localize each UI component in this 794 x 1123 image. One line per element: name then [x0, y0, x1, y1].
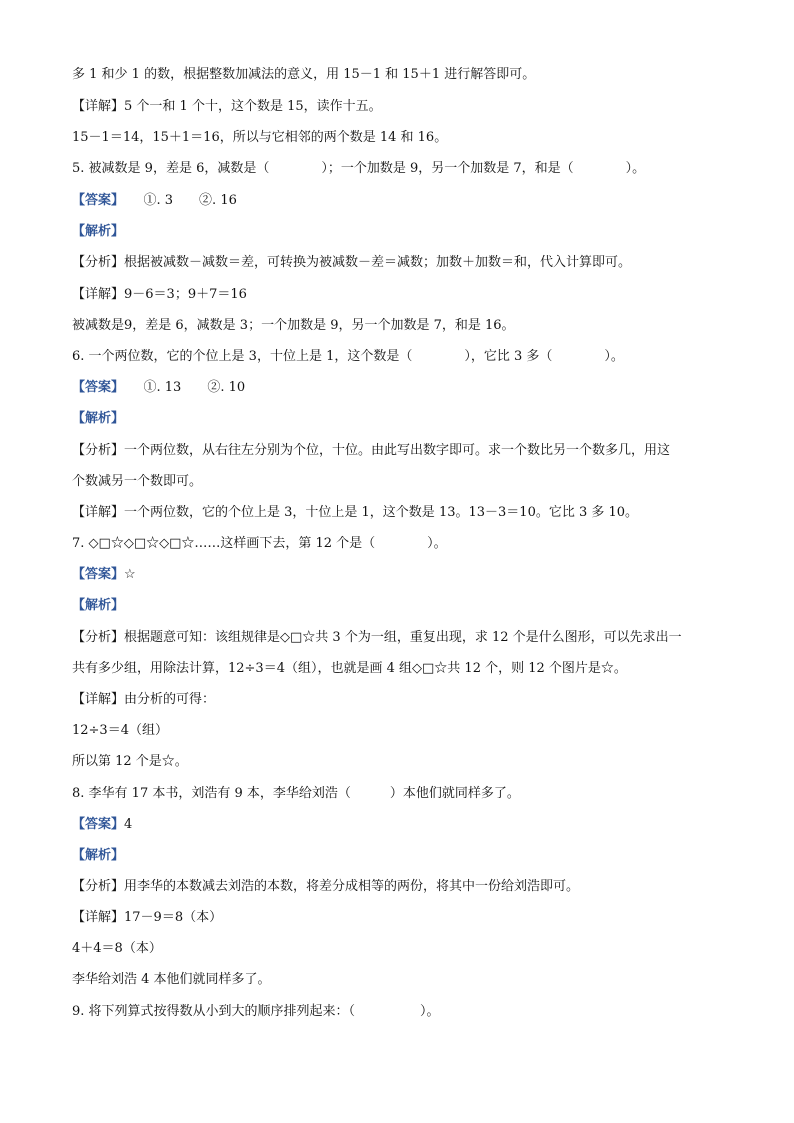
section-tag: 【解析】: [72, 411, 125, 426]
line-text: ①. 3 ②. 16: [117, 193, 237, 208]
line-text: 7. ◇□☆◇□☆◇□☆……这样画下去，第 12 个是（ ）。: [72, 536, 447, 551]
text-line: [72, 504, 734, 522]
text-line: [72, 254, 734, 272]
line-text: 4＋4＝8（本）: [72, 941, 162, 956]
text-line: [72, 971, 734, 989]
text-line: [72, 473, 734, 491]
line-text: 12÷3＝4（组）: [72, 723, 168, 738]
line-text: 李华给刘浩 4 本他们就同样多了。: [72, 972, 271, 987]
line-text: 【分析】根据题意可知：该组规律是◇□☆共 3 个为一组，重复出现，求 12 个是什么图形，可以先求出一: [72, 630, 682, 645]
line-text: 【分析】根据被减数－减数＝差，可转换为被减数－差＝减数；加数＋加数＝和，代入计算即可。: [72, 255, 632, 270]
section-tag: 【答案】: [72, 380, 118, 395]
section-tag: 【解析】: [72, 598, 125, 613]
text-line: [72, 722, 734, 740]
text-line: [72, 1003, 734, 1021]
line-text: 共有多少组，用除法计算，12÷3＝4（组），也就是画 4 组◇□☆共 12 个，则 12 个图片是☆。: [72, 661, 627, 676]
text-line: [72, 878, 734, 896]
line-text: ☆: [124, 567, 136, 582]
section-tag: 【解析】: [72, 224, 125, 239]
text-line: [72, 348, 734, 366]
line-text: 4: [124, 817, 133, 832]
text-line: [72, 940, 734, 958]
line-text: ①. 13 ②. 10: [117, 380, 246, 395]
text-line: [72, 660, 734, 678]
text-line: [72, 66, 734, 84]
line-text: 【详解】由分析的可得：: [72, 692, 216, 707]
line-text: 多 1 和少 1 的数，根据整数加减法的意义，用 15－1 和 15＋1 进行解答即可。: [72, 67, 536, 82]
section-tag: 【答案】: [72, 567, 125, 582]
text-line: [72, 286, 734, 304]
answer-line: [72, 566, 734, 584]
text-line: [72, 753, 734, 771]
text-line: [72, 317, 734, 335]
line-text: 【详解】5 个一和 1 个十，这个数是 15，读作十五。: [72, 99, 382, 114]
text-line: [72, 691, 734, 709]
line-text: 所以第 12 个是☆。: [72, 754, 188, 769]
line-text: 8. 李华有 17 本书，刘浩有 9 本，李华给刘浩（ ）本他们就同样多了。: [72, 786, 520, 801]
line-text: 【详解】一个两位数，它的个位上是 3，十位上是 1，这个数是 13。13－3＝10。它比 3 多 10。: [72, 505, 639, 520]
line-text: 个数减另一个数即可。: [72, 474, 203, 489]
line-text: 被减数是9，差是 6，减数是 3；一个加数是 9，另一个加数是 7，和是 16。: [72, 318, 515, 333]
answer-line: [72, 847, 734, 865]
line-text: 6. 一个两位数，它的个位上是 3，十位上是 1，这个数是（ ），它比 3 多（ ）。: [72, 349, 624, 364]
line-text: 15－1＝14，15＋1＝16，所以与它相邻的两个数是 14 和 16。: [72, 130, 448, 145]
text-line: [72, 535, 734, 553]
text-line: [72, 785, 734, 803]
answer-line: [72, 223, 734, 241]
answer-line: [72, 192, 734, 210]
line-text: 【详解】17－9＝8（本）: [72, 910, 223, 925]
line-text: 9. 将下列算式按得数从小到大的顺序排列起来：（ ）。: [72, 1004, 440, 1019]
answer-line: [72, 816, 734, 834]
section-tag: 【答案】: [72, 817, 125, 832]
line-text: 【分析】用李华的本数减去刘浩的本数，将差分成相等的两份，将其中一份给刘浩即可。: [72, 879, 580, 894]
section-tag: 【解析】: [72, 848, 125, 863]
answer-line: [72, 597, 734, 615]
text-line: [72, 442, 734, 460]
answer-line: [72, 410, 734, 428]
line-text: 5. 被减数是 9，差是 6，减数是（ ）；一个加数是 9，另一个加数是 7，和是（ ）。: [72, 161, 646, 176]
text-line: [72, 909, 734, 927]
text-line: [72, 129, 734, 147]
text-line: [72, 629, 734, 647]
text-line: [72, 98, 734, 116]
text-line: [72, 160, 734, 178]
line-text: 【分析】一个两位数，从右往左分别为个位，十位。由此写出数字即可。求一个数比另一个数多几，用这: [72, 443, 671, 458]
answer-line: [72, 379, 734, 397]
section-tag: 【答案】: [72, 193, 118, 208]
line-text: 【详解】9－6＝3；9＋7＝16: [72, 287, 247, 302]
